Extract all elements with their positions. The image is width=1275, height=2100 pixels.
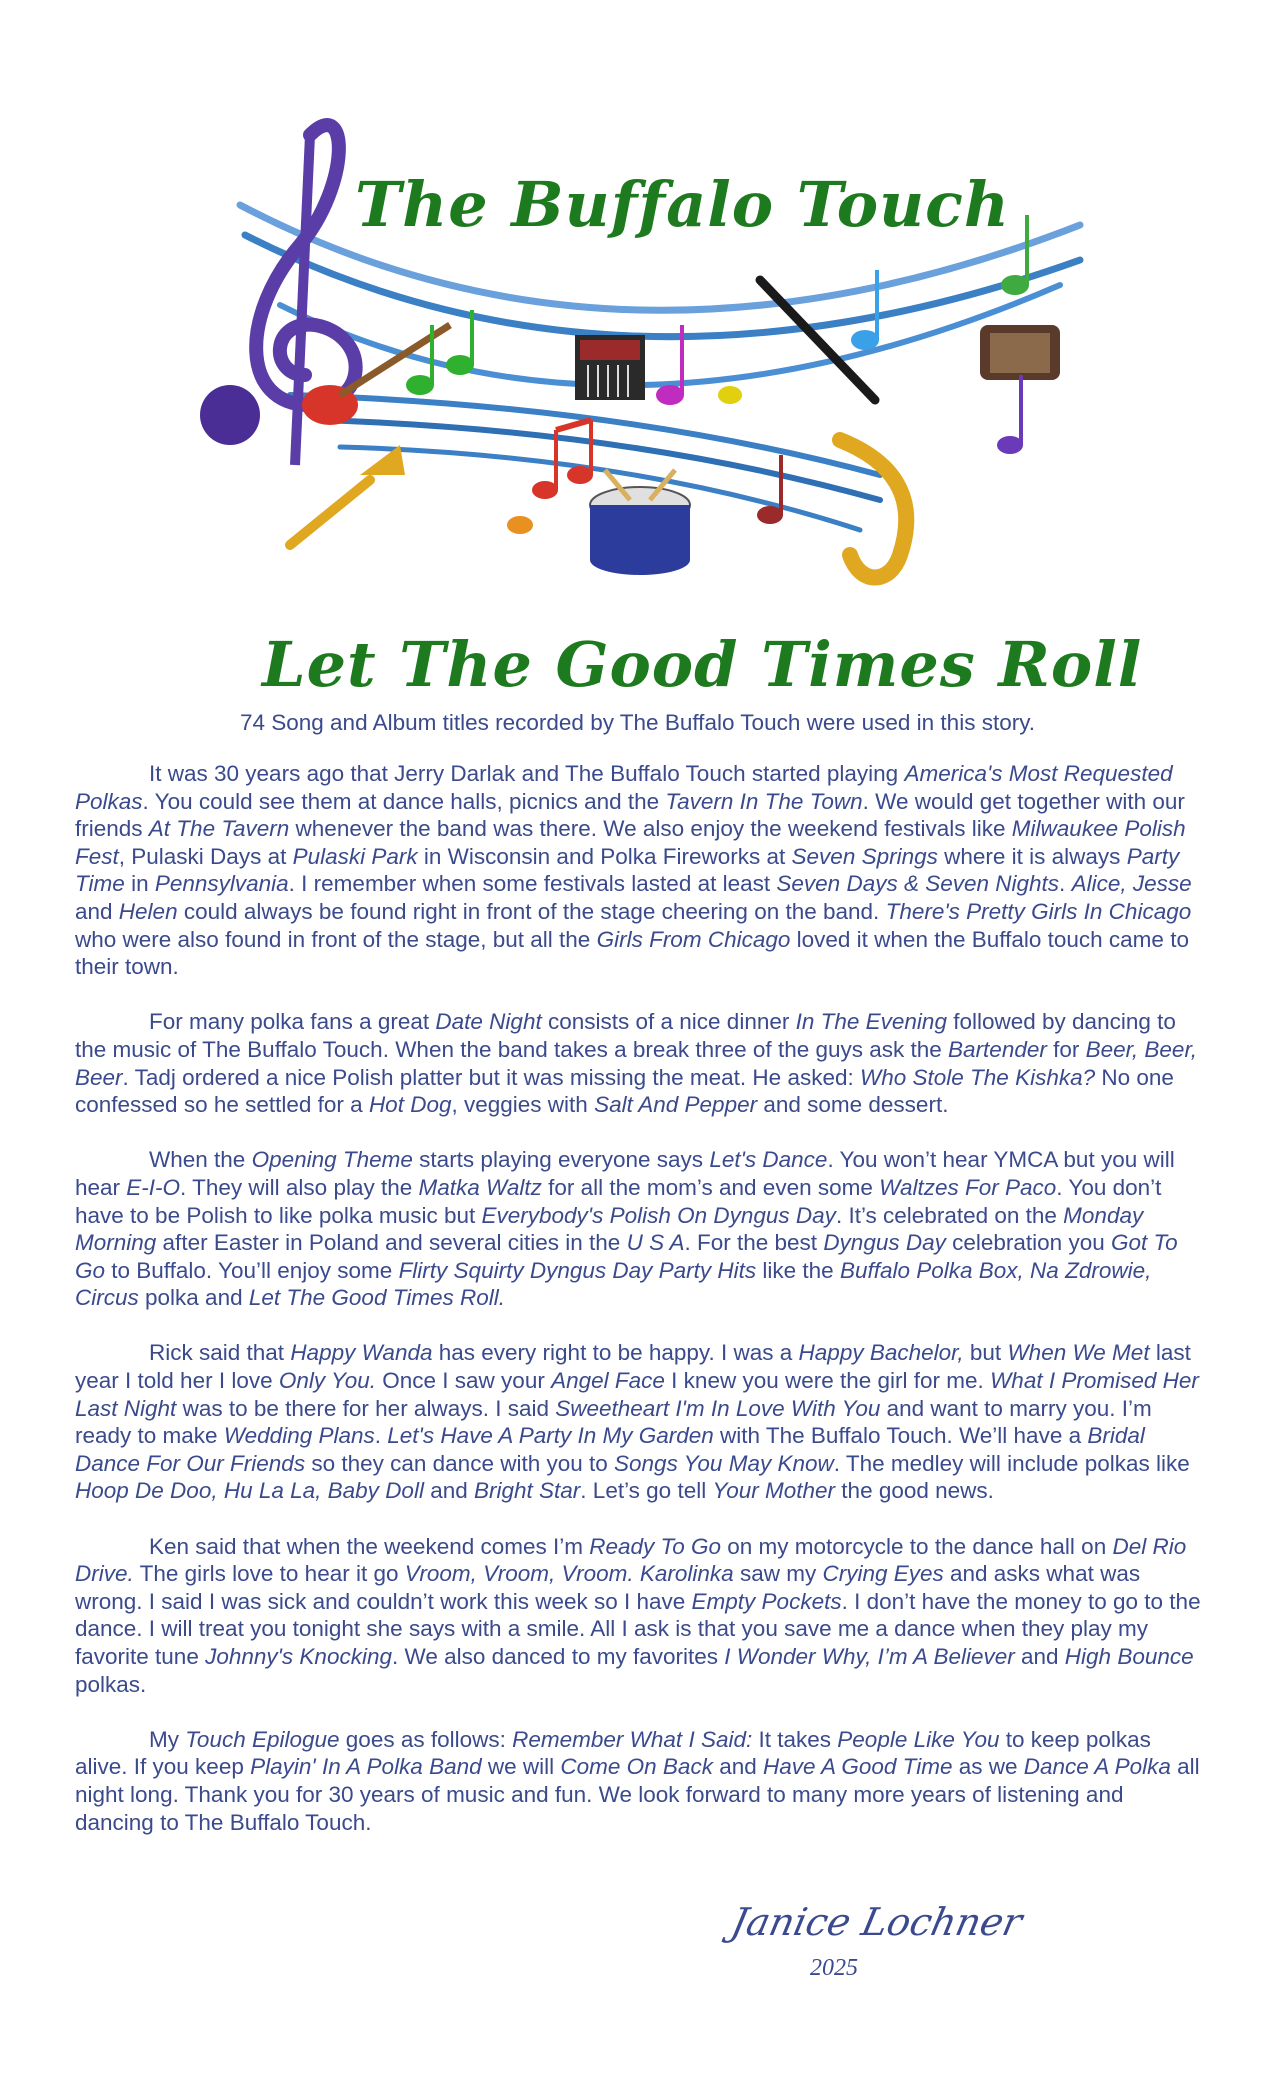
story-paragraph (75, 1726, 1205, 1836)
song-title: Crying Eyes (822, 1561, 944, 1587)
song-title: Let's Dance (709, 1147, 828, 1173)
trumpet-icon (290, 445, 405, 545)
song-title: Hot Dog (368, 1092, 452, 1118)
story-text: to keep polkas alive. If you keep (75, 1726, 1151, 1780)
song-title: Playin' In A Polka Band (250, 1754, 482, 1780)
story-text: . You could see them at dance halls, picnics and the (142, 788, 666, 814)
song-title: Your Mother (712, 1478, 836, 1504)
story-text: . You won’t hear YMCA but you will hear (75, 1147, 1175, 1200)
story-text: as we (952, 1754, 1024, 1780)
story-text: for all the mom’s and even some (541, 1174, 880, 1200)
story-text: . (374, 1423, 388, 1449)
song-title: Matka Waltz (418, 1174, 542, 1200)
song-title: Monday Morning (75, 1202, 1144, 1256)
story-text: . (1059, 871, 1072, 897)
story-text: who were also found in front of the stage, but all the (75, 926, 597, 952)
story-text: whenever the band was there. We also enjoy the weekend festivals like (289, 816, 1012, 842)
song-title: Beer, Beer, Beer (75, 1036, 1197, 1090)
story-text: It takes (752, 1726, 838, 1752)
story-text: after Easter in Poland and several cities in the (156, 1230, 627, 1256)
story-text: starts playing everyone says (412, 1147, 710, 1173)
story-text: in (124, 871, 155, 897)
song-title: Got To Go (75, 1230, 1178, 1283)
song-title: Del Rio Drive. (75, 1533, 1187, 1587)
story-text: . We would get together with our friends (75, 788, 1185, 842)
song-title: Have A Good Time (763, 1754, 953, 1780)
story-text: with The Buffalo Touch. We’ll have a (713, 1423, 1088, 1449)
song-title: People Like You (837, 1726, 1000, 1752)
signature-year: 2025 (810, 1955, 858, 1981)
story-text: loved it when the Buffalo touch came to their town. (75, 926, 1189, 980)
drum-icon (590, 470, 690, 575)
song-title: Tavern In The Town (665, 788, 863, 814)
story-text: Rick said that (149, 1340, 291, 1366)
song-title: Let The Good Times Roll. (248, 1285, 506, 1311)
song-title: Alice, Jesse (1071, 871, 1192, 897)
song-title: Come On Back (560, 1754, 713, 1780)
story-text: Once I saw your (376, 1368, 552, 1394)
song-title: Bright Star (474, 1478, 581, 1504)
story-text: and some dessert. (757, 1092, 949, 1118)
story-text: . We also danced to my favorites (392, 1644, 725, 1669)
song-title: Ready To Go (589, 1533, 721, 1559)
song-title: Songs You May Know (614, 1450, 834, 1476)
song-title: Seven Springs (791, 843, 938, 869)
song-title: At The Tavern (148, 816, 290, 842)
story-text: . Tadj ordered a nice Polish platter but it was missing the meat. He asked: (122, 1064, 860, 1090)
intro-line: 74 Song and Album titles recorded by The Buffalo Touch were used in this story. (239, 710, 1036, 735)
song-title: Johnny's Knocking (205, 1644, 392, 1669)
story-text: followed by dancing to the music of The Buffalo Touch. When the band takes a break three of the guys ask the (75, 1009, 1176, 1062)
song-title: Waltzes For Paco (879, 1174, 1057, 1200)
story-text: the good news. (835, 1478, 994, 1504)
story-text: and asks what was wrong. I said I was sick and couldn’t work this week so I have (75, 1561, 1141, 1614)
story-paragraph (75, 1146, 1205, 1312)
song-title: Dance A Polka (1023, 1754, 1171, 1780)
song-title: Wedding Plans (223, 1423, 375, 1449)
story-text: . I remember when some festivals lasted at least (288, 871, 777, 897)
story-text: . The medley will include polkas like (833, 1450, 1190, 1476)
song-title: Bridal Dance For Our Friends (75, 1423, 1145, 1476)
song-title: U S A (626, 1230, 685, 1256)
song-title: Flirty Squirty Dyngus Day Party Hits (398, 1257, 757, 1283)
story-text: all night long. Thank you for 30 years of music and fun. We look forward to many more years of listening and dancing to The Buffalo Touch. (75, 1754, 1200, 1835)
author-signature: Janice Lochner (727, 1900, 1027, 1944)
accordion-icon (575, 335, 645, 400)
story-paragraph (75, 760, 1205, 981)
story-text: and want to marry you. I’m ready to make (75, 1395, 1152, 1449)
story-text: . For the best (684, 1230, 824, 1256)
concertina-icon (980, 325, 1060, 380)
song-title: In The Evening (795, 1009, 947, 1035)
song-title: E-I-O (126, 1174, 181, 1200)
song-title: Pennsylvania (154, 871, 289, 897)
story-title: Let The Good Times Roll (262, 628, 1143, 701)
banner-title: The Buffalo Touch (355, 168, 1011, 241)
story-text: My (149, 1726, 186, 1752)
song-title: Date Night (435, 1009, 542, 1035)
song-title: Angel Face (551, 1368, 665, 1394)
story-text: we will (481, 1754, 561, 1780)
story-text: and (712, 1754, 763, 1780)
song-title: What I Promised Her Last Night (75, 1368, 1199, 1421)
song-title: I Wonder Why, I’m A Believer (724, 1644, 1015, 1669)
story-text: . They will also play the (180, 1174, 419, 1200)
song-title: There's Pretty Girls In Chicago (885, 898, 1192, 924)
story-text: polka and (138, 1285, 249, 1311)
story-text: and (75, 898, 119, 924)
story-text: but (963, 1340, 1008, 1366)
story-text: For many polka fans a great (149, 1009, 436, 1035)
song-title: Seven Days & Seven Nights (776, 871, 1060, 897)
story-text: . It’s celebrated on the (835, 1202, 1064, 1228)
song-title: Helen (118, 898, 178, 924)
story-text: goes as follows: (339, 1726, 513, 1752)
song-title: Happy Bachelor, (798, 1340, 964, 1366)
song-title: Vroom, Vroom, Vroom. (404, 1561, 634, 1587)
song-title: Salt And Pepper (594, 1092, 758, 1118)
story-text: The girls love to hear it go (133, 1561, 405, 1587)
song-title: High Bounce (1064, 1644, 1194, 1669)
story-text: celebration you (945, 1230, 1111, 1256)
song-title: Sweetheart I'm In Love With You (555, 1395, 881, 1421)
guitar-icon (302, 325, 450, 425)
story-body (75, 760, 1205, 1864)
song-title: Remember What I Said: (512, 1726, 753, 1752)
song-title: Touch Epilogue (185, 1726, 340, 1752)
song-title: Girls From Chicago (596, 926, 791, 952)
song-title: America's Most Requested Polkas (75, 761, 1173, 814)
story-text: in Wisconsin and Polka Fireworks at (417, 843, 792, 869)
song-title: Happy Wanda (290, 1340, 433, 1366)
story-paragraph (75, 1339, 1205, 1505)
saxophone-icon (840, 440, 906, 578)
song-title: Pulaski Park (292, 843, 418, 869)
song-title: Bartender (948, 1036, 1047, 1062)
story-text: , Pulaski Days at (118, 843, 293, 869)
story-text: and (423, 1478, 474, 1504)
story-text: and (1014, 1644, 1065, 1669)
song-title: Buffalo Polka Box, Na Zdrowie, Circus (75, 1257, 1152, 1311)
song-title: Milwaukee Polish Fest (75, 816, 1186, 869)
story-text: like the (756, 1257, 840, 1283)
song-title: When We Met (1007, 1340, 1150, 1366)
song-title: Opening Theme (251, 1147, 413, 1173)
song-title: Let's Have A Party In My Garden (387, 1423, 714, 1449)
story-text: has every right to be happy. I was a (432, 1340, 799, 1366)
story-text: consists of a nice dinner (541, 1009, 796, 1035)
story-text: . You don’t have to be Polish to like polka music but (75, 1174, 1162, 1228)
story-text: When the (149, 1147, 252, 1173)
song-title: Who Stole The Kishka? (860, 1064, 1096, 1090)
story-text: Ken said that when the weekend comes I’m (149, 1533, 590, 1559)
story-text: . Let’s go tell (580, 1478, 713, 1504)
story-paragraph (75, 1533, 1205, 1699)
story-text: where it is always (937, 843, 1127, 869)
song-title: Everybody's Polish On Dyngus Day (481, 1202, 836, 1228)
song-title: Only You. (278, 1368, 377, 1394)
story-text: for (1046, 1036, 1086, 1062)
story-text: It was 30 years ago that Jerry Darlak and The Buffalo Touch started playing (149, 761, 905, 786)
story-text: I knew you were the girl for me. (664, 1368, 991, 1394)
song-title: Hoop De Doo, Hu La La, Baby Doll (75, 1478, 424, 1504)
story-text: on my motorcycle to the dance hall on (721, 1533, 1113, 1559)
story-text: , veggies with (451, 1092, 595, 1118)
story-text: polkas. (75, 1671, 147, 1697)
song-title: Party Time (75, 843, 1180, 897)
story-text: last year I told her I love (75, 1340, 1191, 1394)
story-paragraph (75, 1008, 1205, 1118)
song-title: Empty Pockets (691, 1588, 842, 1614)
song-title: Dyngus Day (823, 1230, 946, 1256)
story-text: No one confessed so he settled for a (75, 1064, 1174, 1118)
story-text: . I don’t have the money to go to the dance. I will treat you tonight she says with a smile. All I ask is that you save me a dance when they play my favorite tune (75, 1588, 1201, 1669)
story-text: to Buffalo. You’ll enjoy some (105, 1257, 399, 1283)
story-text: saw my (733, 1561, 823, 1587)
story-text: so they can dance with you to (305, 1450, 615, 1476)
song-title: Karolinka (639, 1561, 734, 1587)
music-banner-illustration (200, 75, 1100, 635)
story-text: could always be found right in front of the stage cheering on the band. (177, 898, 886, 924)
story-text: was to be there for her always. I said (176, 1395, 556, 1421)
